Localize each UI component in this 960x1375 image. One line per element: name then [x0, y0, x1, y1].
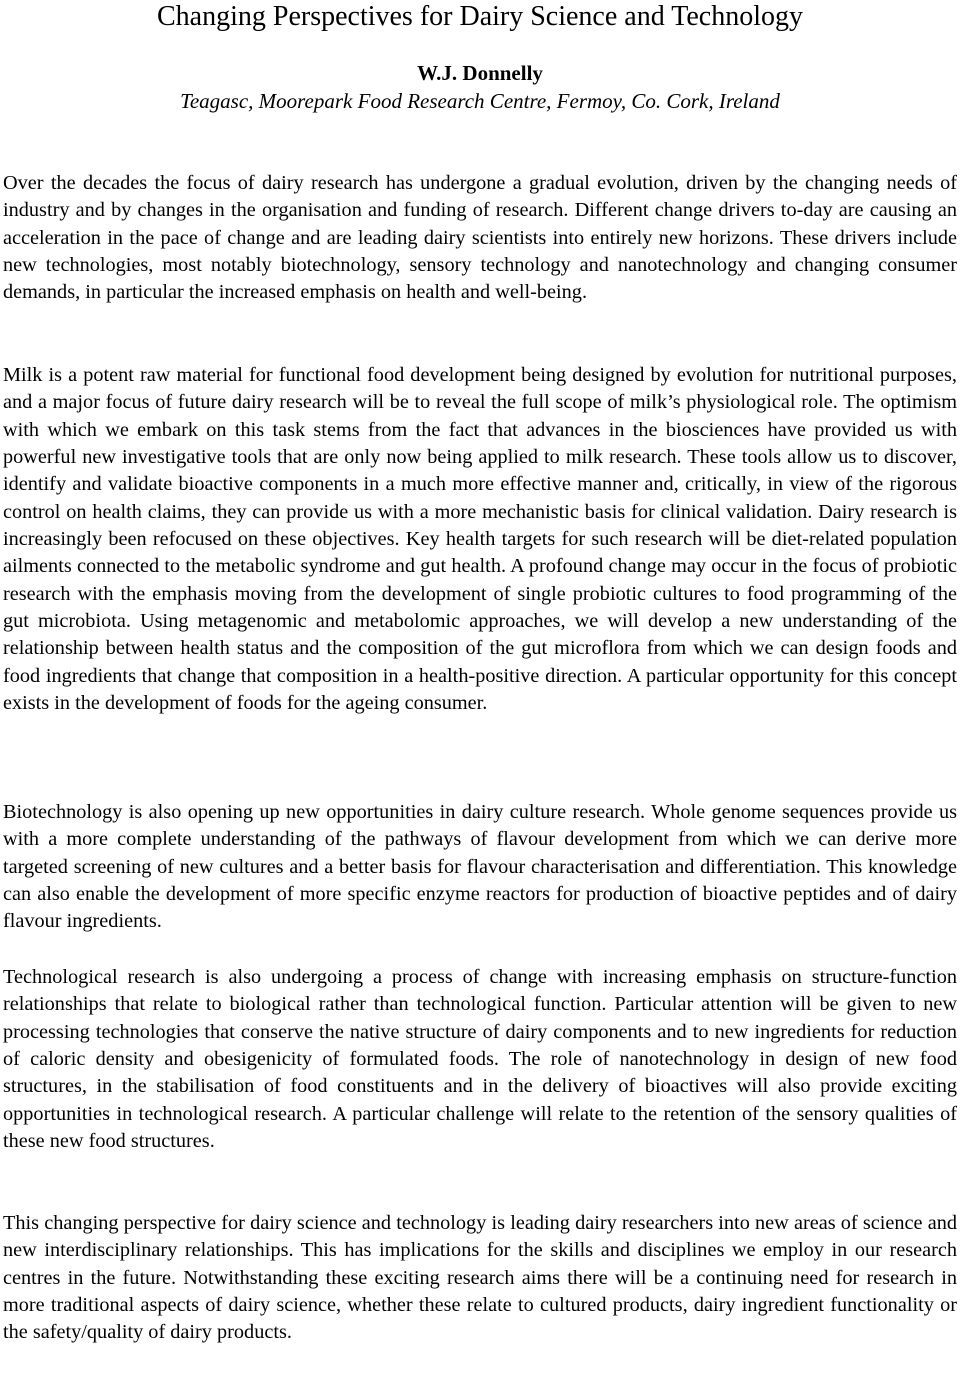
body-paragraph-4: Technological research is also undergoing a process of change with increasing emphasis on structure-function relationships that relate to biological rather than technological function. Particular attention will be given to new processing technologies that conserve the native structure of dairy components and to new ingredients for reduction of caloric density and obesigenicity of formulated foods. The role of nanotechnology in design of new food structures, in the stabilisation of food constituents and in the delivery of bioactives will also provide exciting opportunities in technological research. A particular challenge will relate to the retention of the sensory qualities of these new food structures.: [3, 966, 957, 1153]
author-name: W.J. Donnelly: [417, 61, 543, 85]
author-affiliation: Teagasc, Moorepark Food Research Centre, Fermoy, Co. Cork, Ireland: [180, 89, 780, 113]
paper-title: Changing Perspectives for Dairy Science and Technology: [156, 1, 803, 32]
body-paragraph-5: This changing perspective for dairy science and technology is leading dairy researchers into new areas of science and new interdisciplinary relationships. This has implications for the skills and disciplines we employ in our research centres in the future. Notwithstanding these exciting research aims there will be a continuing need for research in more traditional aspects of dairy science, whether these relate to cultured products, dairy ingredient functionality or the safety/quality of dairy products.: [3, 1212, 957, 1344]
body-paragraph-2: Milk is a potent raw material for functional food development being designed by evolution for nutritional purposes, and a major focus of future dairy research will be to reveal the full scope of milk’s physiological role. The optimism with which we embark on this task stems from the fact that advances in the biosciences have provided us with powerful new investigative tools that are only now being applied to milk research. These tools allow us to discover, identify and validate bioactive components in a much more effective manner and, critically, in view of the rigorous control on health claims, they can provide us with a more mechanistic basis for clinical validation. Dairy research is increasingly been refocused on these objectives. Key health targets for such research will be diet-related population ailments connected to the metabolic syndrome and gut health. A profound change may occur in the focus of probiotic research with the emphasis moving from the development of single probiotic cultures to food programming of the gut microbiota. Using metagenomic and metabolomic approaches, we will develop a new understanding of the relationship between health status and the composition of the gut microflora from which we can design foods and food ingredients that change that composition in a health-positive direction. A particular opportunity for this concept exists in the development of foods for the ageing consumer.: [3, 364, 957, 715]
body-paragraph-1: Over the decades the focus of dairy research has undergone a gradual evolution, driven by the changing needs of industry and by changes in the organisation and funding of research. Different change drivers to-day are causing an acceleration in the pace of change and are leading dairy scientists into entirely new horizons. These drivers include new technologies, most notably biotechnology, sensory technology and nanotechnology and changing consumer demands, in particular the increased emphasis on health and well-being.: [3, 172, 957, 304]
body-paragraph-3: Biotechnology is also opening up new opportunities in dairy culture research. Whole genome sequences provide us with a more complete understanding of the pathways of flavour development from which we can derive more targeted screening of new cultures and a better basis for flavour characterisation and differentiation. This knowledge can also enable the development of more specific enzyme reactors for production of bioactive peptides and of dairy flavour ingredients.: [3, 801, 957, 933]
